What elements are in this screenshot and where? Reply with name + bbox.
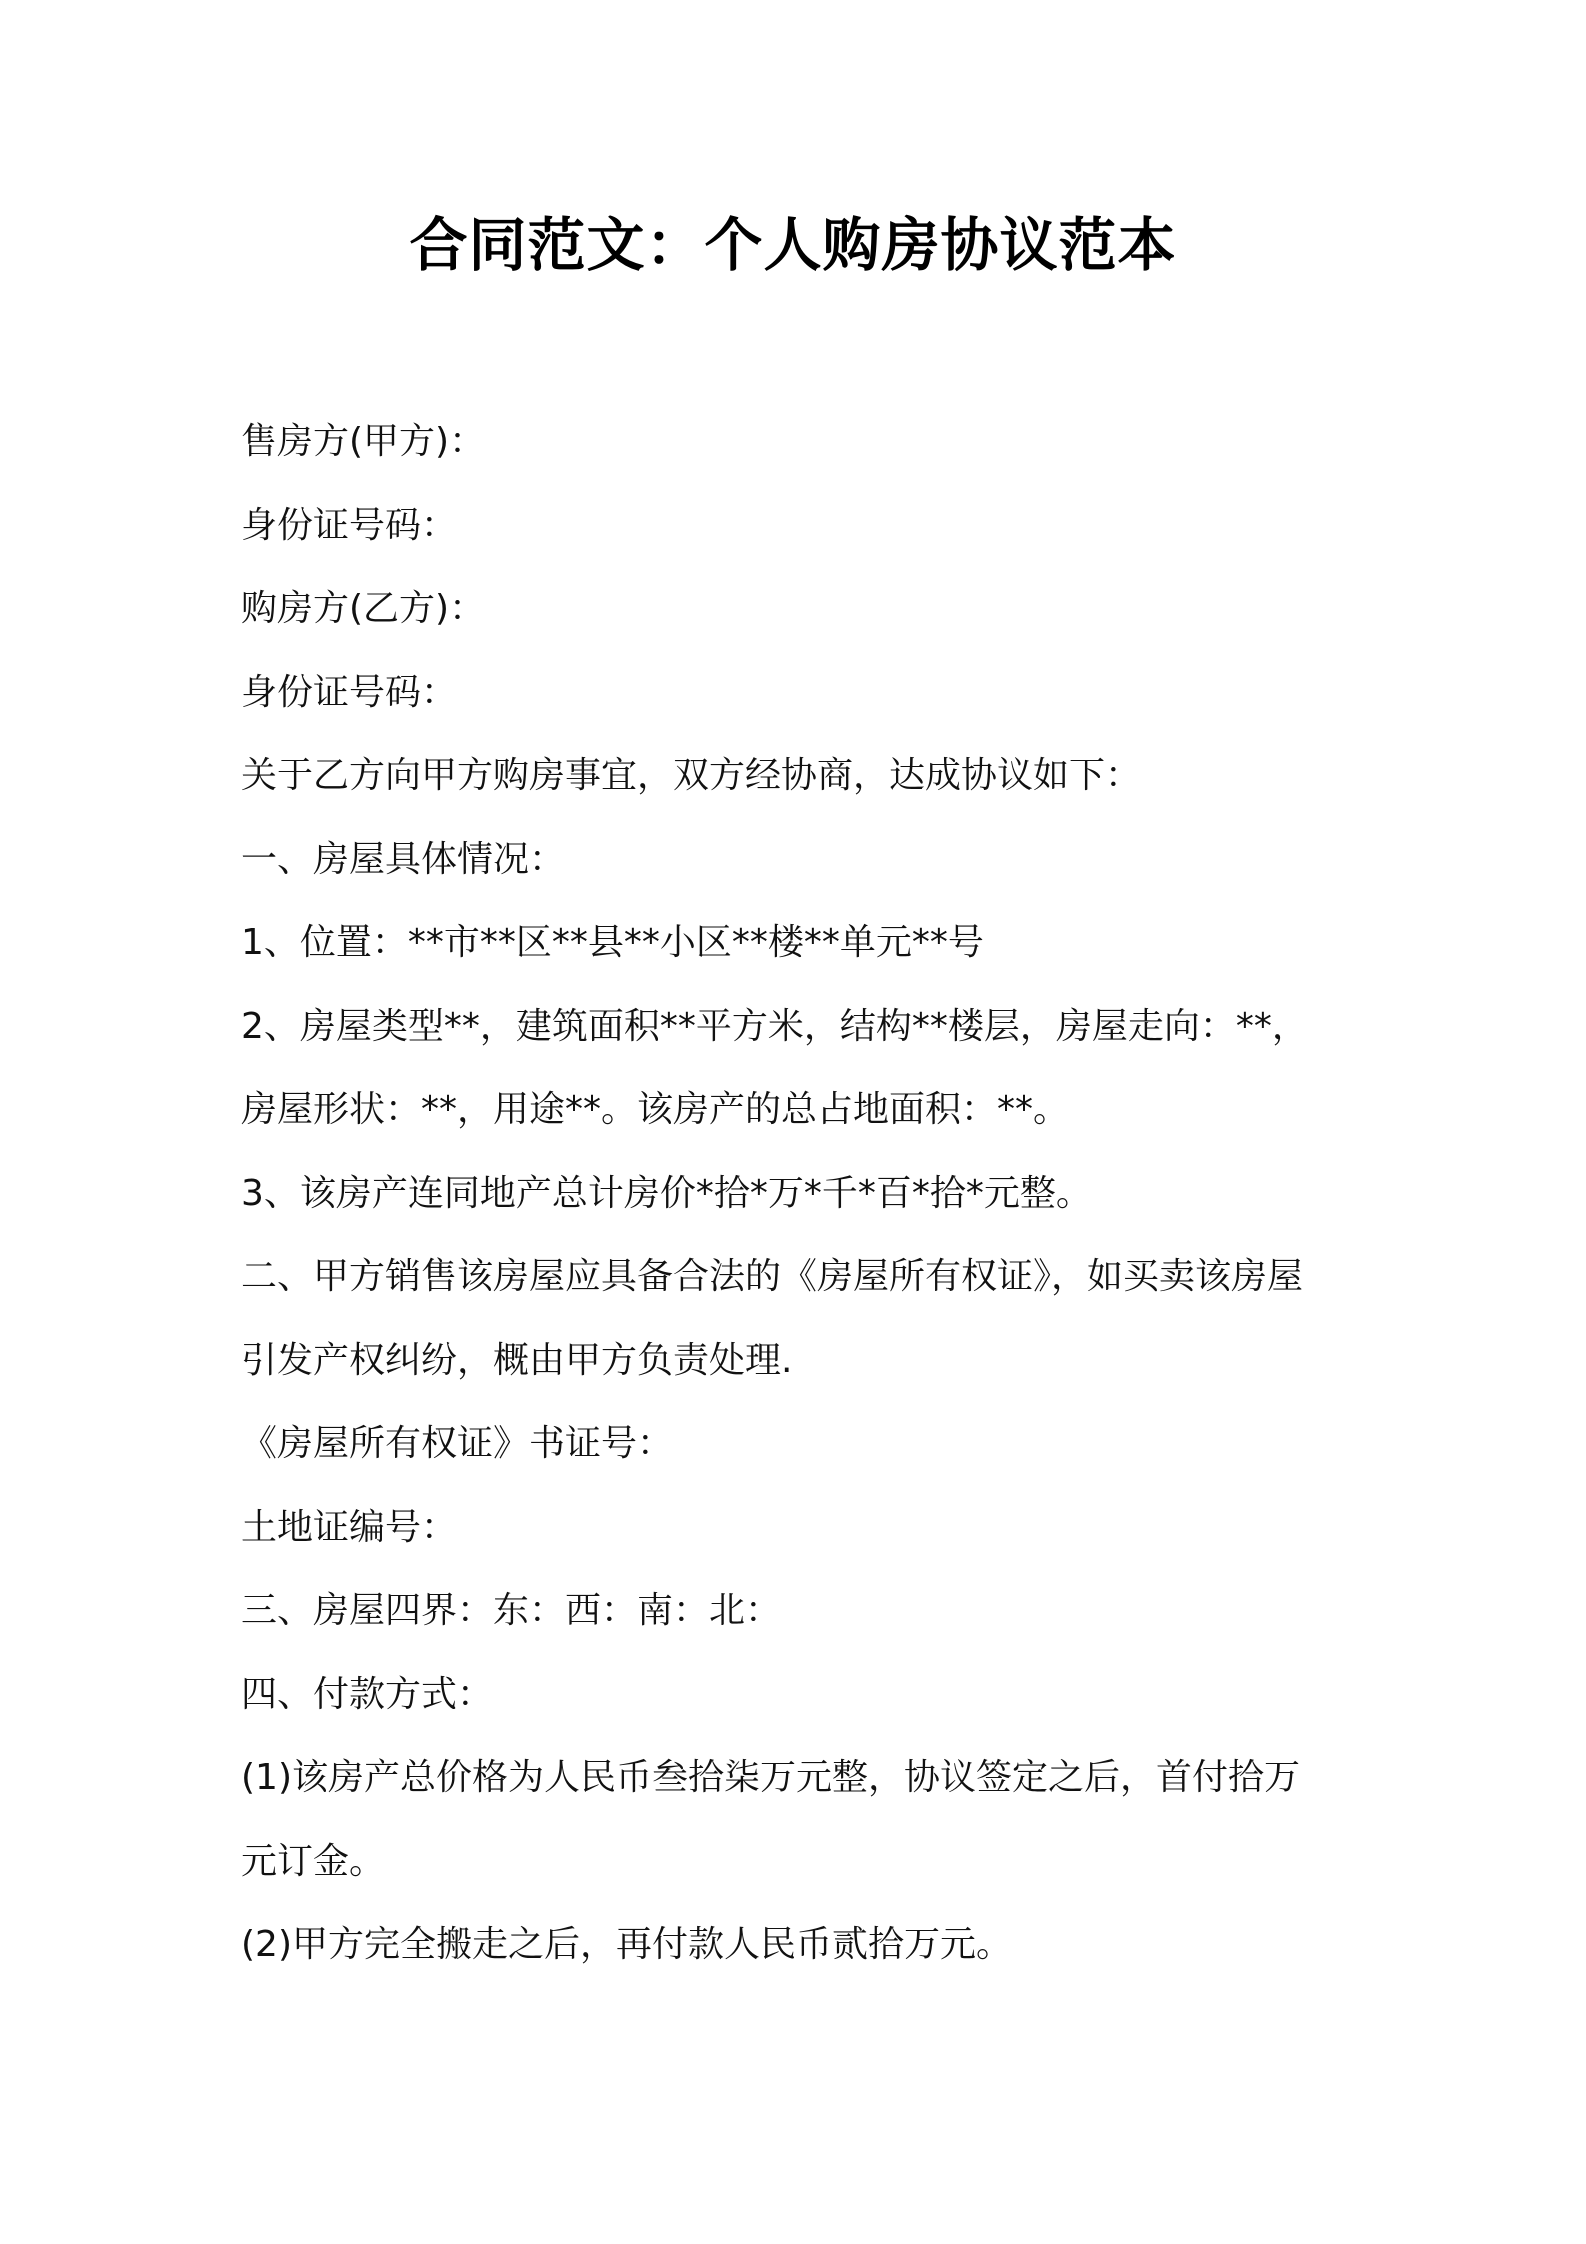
house-location-line: 1、位置：**市**区**县**小区**楼**单元**号 — [241, 922, 984, 963]
land-certificate-number-line: 土地证编号： — [241, 1506, 458, 1548]
buyer-party-line: 购房方(乙方)： — [241, 588, 486, 629]
house-shape-line: 房屋形状：**，用途**。该房产的总占地面积：**。 — [241, 1089, 1070, 1130]
house-type-line: 2、房屋类型**，建筑面积**平方米，结构**楼层，房屋走向：**， — [241, 1005, 1308, 1047]
document-title: 合同范文：个人购房协议范本 — [409, 211, 1177, 279]
document-body — [241, 400, 1361, 1987]
seller-id-line: 身份证号码： — [241, 504, 458, 546]
payment-term-1-line-2: 元订金。 — [241, 1840, 386, 1882]
section-house-details-heading: 一、房屋具体情况： — [241, 838, 566, 880]
seller-party-line: 售房方(甲方)： — [241, 421, 486, 462]
ownership-certificate-number-line: 《房屋所有权证》书证号： — [241, 1423, 674, 1464]
payment-term-1-line-1: (1)该房产总价格为人民币叁拾柒万元整，协议签定之后，首付拾万 — [241, 1757, 1300, 1798]
buyer-id-line: 身份证号码： — [241, 671, 458, 713]
intro-paragraph: 关于乙方向甲方购房事宜，双方经协商，达成协议如下： — [241, 755, 1142, 796]
house-price-line: 3、该房产连同地产总计房价*拾*万*千*百*拾*元整。 — [241, 1172, 1092, 1214]
section-ownership-line-2: 引发产权纠纷，概由甲方负责处理. — [241, 1339, 793, 1381]
section-boundaries-line: 三、房屋四界：东：西：南：北： — [241, 1590, 782, 1631]
payment-term-2-line: (2)甲方完全搬走之后，再付款人民币贰拾万元。 — [241, 1924, 1012, 1965]
section-payment-heading: 四、付款方式： — [241, 1673, 494, 1715]
section-ownership-line-1: 二、甲方销售该房屋应具备合法的《房屋所有权证》，如买卖该房屋 — [241, 1256, 1304, 1297]
